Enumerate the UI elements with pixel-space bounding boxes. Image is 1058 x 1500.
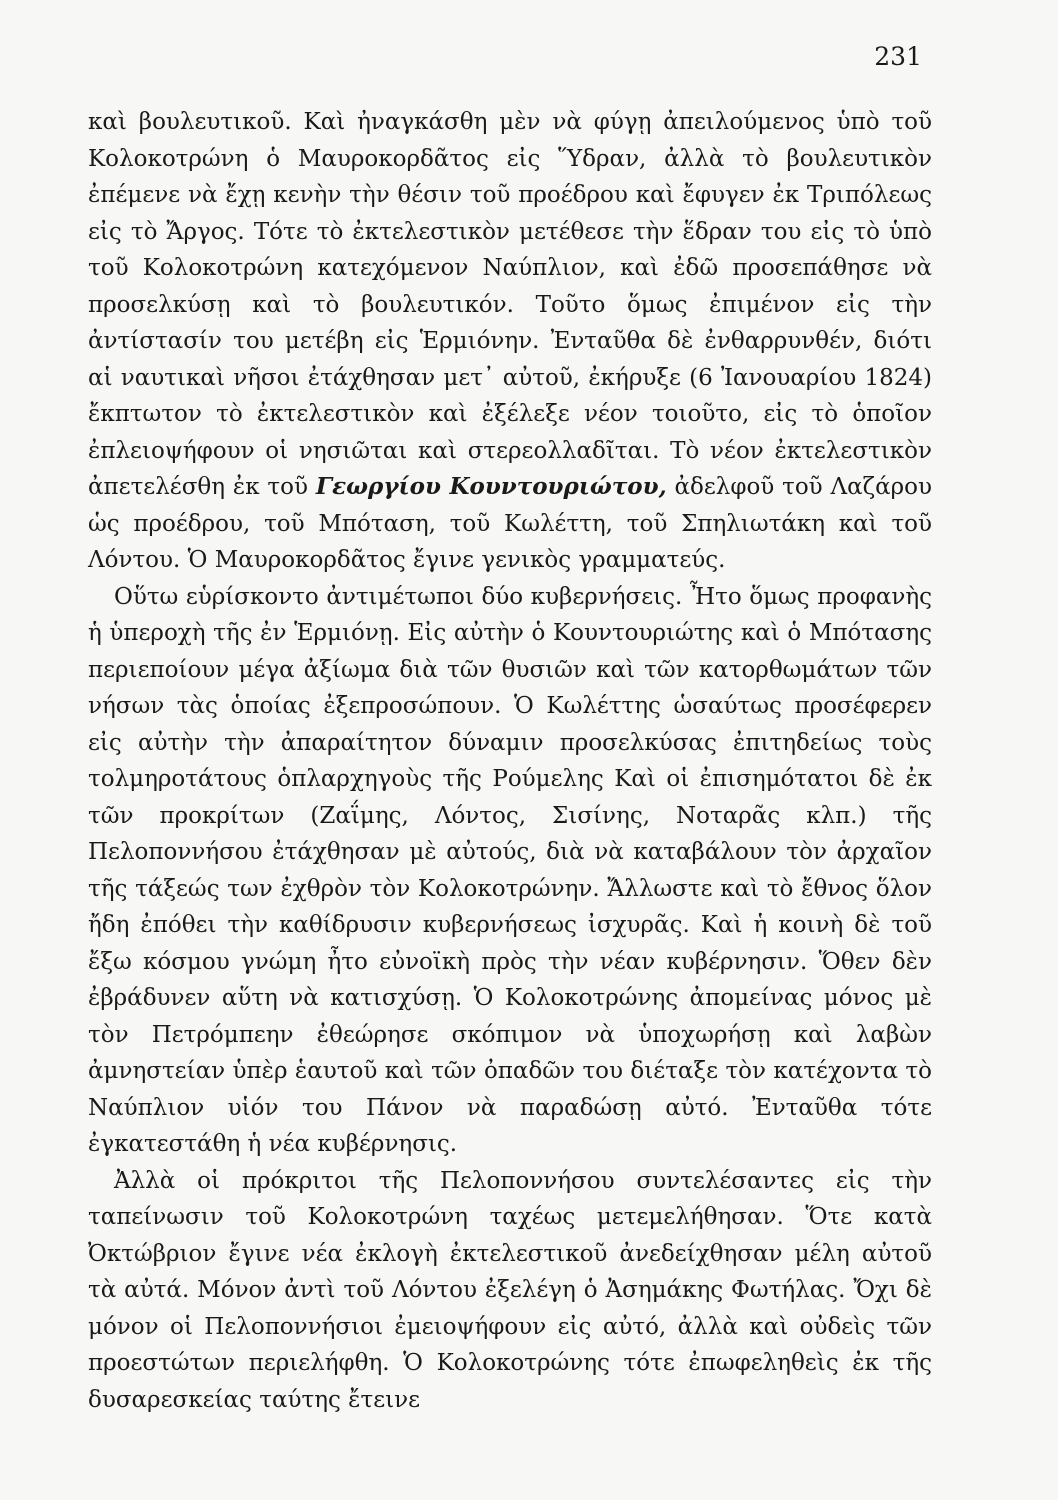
paragraph-2-text: Οὕτω εὑρίσκοντο ἀντιμέτωποι δύο κυβερνήσεις. Ἦτο ὅμως προφανὴς ἡ ὑπεροχὴ τῆς ἐν Ἑρμιόνῃ. Εἰς αὐτὴν ὁ Κουντουριώτης καὶ ὁ Μπότασης περιεποίουν μέγα ἀξίωμα διὰ τῶν θυσιῶν καὶ τῶν κατορθωμάτων τῶν νήσων τὰς ὁποίας ἐξεπροσώπουν. Ὁ Κωλέττης ὡσαύτως προσέφερεν εἰς αὐτὴν τὴν ἀπαραίτητον δύναμιν προσελκύσας ἐπιτηδείως τοὺς τολμηροτάτους ὁπλαρχηγοὺς τῆς Ρούμελης Καὶ οἱ ἐπισημότατοι δὲ ἐκ τῶν προκρίτων (Ζαΐμης, Λόντος, Σισίνης, Νοταρᾶς κλπ.) τῆς Πελοποννήσου ἐτάχθησαν μὲ αὐτούς, διὰ νὰ καταβάλουν τὸν ἀρχαῖον τῆς τάξεώς των ἐχθρὸν τὸν Κολοκοτρώνην. Ἄλλωστε καὶ τὸ ἔθνος ὅλον ἤδη ἐπόθει τὴν καθίδρυσιν κυβερνήσεως ἰσχυρᾶς. Καὶ ἡ κοινὴ δὲ τοῦ ἔξω κόσμου γνώμη ἦτο εὐνοϊκὴ πρὸς τὴν νέαν κυβέρνησιν. Ὅθεν δὲν ἐβράδυνεν αὕτη νὰ κατισχύσῃ. Ὁ Κολοκοτρώνης ἀπομείνας μόνος μὲ τὸν Πετρόμπεην ἐθεώρησε σκόπιμον νὰ ὑποχωρήσῃ καὶ λαβὼν ἀμνηστείαν ὑπὲρ ἑαυτοῦ καὶ τῶν ὀπαδῶν του διέταξε τὸν κατέχοντα τὸ Ναύπλιον υἱόν του Πάνον νὰ παραδώσῃ αὐτό. Ἐνταῦθα τότε ἐγκατεστάθη ἡ νέα κυβέρνησις. [88, 583, 932, 1157]
paragraph-1-text-b: ἀδελφοῦ τοῦ Λαζάρου ὡς προέδρου, τοῦ Μπόταση, τοῦ Κωλέττη, τοῦ Σπηλιωτάκη καὶ τοῦ Λόντου. Ὁ Μαυροκορδᾶτος ἔγινε γενικὸς γραμματεύς. [88, 474, 932, 573]
body-text [88, 104, 932, 1418]
paragraph-2 [88, 579, 932, 1163]
paragraph-3-text: Ἀλλὰ οἱ πρόκριτοι τῆς Πελοποννήσου συντελέσαντες εἰς τὴν ταπείνωσιν τοῦ Κολοκοτρώνη ταχέως μετεμελήθησαν. Ὅτε κατὰ Ὀκτώβριον ἔγινε νέα ἐκλογὴ ἐκτελεστικοῦ ἀνεδείχθησαν μέλη αὐτοῦ τὰ αὐτά. Μόνον ἀντὶ τοῦ Λόντου ἐξελέγη ὁ Ἀσημάκης Φωτήλας. Ὄχι δὲ μόνον οἱ Πελοποννήσιοι ἐμειοψήφουν εἰς αὐτό, ἀλλὰ καὶ οὐδεὶς τῶν προεστώτων περιελήφθη. Ὁ Κολοκοτρώνης τότε ἐπωφεληθεὶς ἐκ τῆς δυσαρεσκείας ταύτης ἔτεινε [88, 1167, 932, 1413]
paragraph-1-text-a: καὶ βουλευτικοῦ. Καὶ ἠναγκάσθη μὲν νὰ φύγῃ ἀπειλούμενος ὑπὸ τοῦ Κολοκοτρώνη ὁ Μαυροκορδᾶτος εἰς Ὕδραν, ἀλλὰ τὸ βουλευτικὸν ἐπέμενε νὰ ἔχῃ κενὴν τὴν θέσιν τοῦ προέδρου καὶ ἔφυγεν ἐκ Τριπόλεως εἰς τὸ Ἄργος. Τότε τὸ ἐκτελεστικὸν μετέθεσε τὴν ἕδραν του εἰς τὸ ὑπὸ τοῦ Κολοκοτρώνη κατεχόμενον Ναύπλιον, καὶ ἐδῶ προσεπάθησε νὰ προσελκύσῃ καὶ τὸ βουλευτικόν. Τοῦτο ὅμως ἐπιμένον εἰς τὴν ἀντίστασίν του μετέβη εἰς Ἑρμιόνην. Ἐνταῦθα δὲ ἐνθαρρυνθέν, διότι αἱ ναυτικαὶ νῆσοι ἐτάχθησαν μετ᾿ αὐτοῦ, ἐκήρυξε (6 Ἰανουαρίου 1824) ἔκπτωτον τὸ ἐκτελεστικὸν καὶ ἐξέλεξε νέον τοιοῦτο, εἰς τὸ ὁποῖον ἐπλειοψήφουν οἱ νησιῶται καὶ στερεολλαδῖται. Τὸ νέον ἐκτελεστικὸν ἀπετελέσθη ἐκ τοῦ [88, 109, 932, 500]
paragraph-3 [88, 1163, 932, 1419]
page-number: 231 [874, 42, 922, 71]
paragraph-1 [88, 104, 932, 579]
emphasized-name: Γεωργίου Κουντουριώτου, [315, 473, 667, 500]
